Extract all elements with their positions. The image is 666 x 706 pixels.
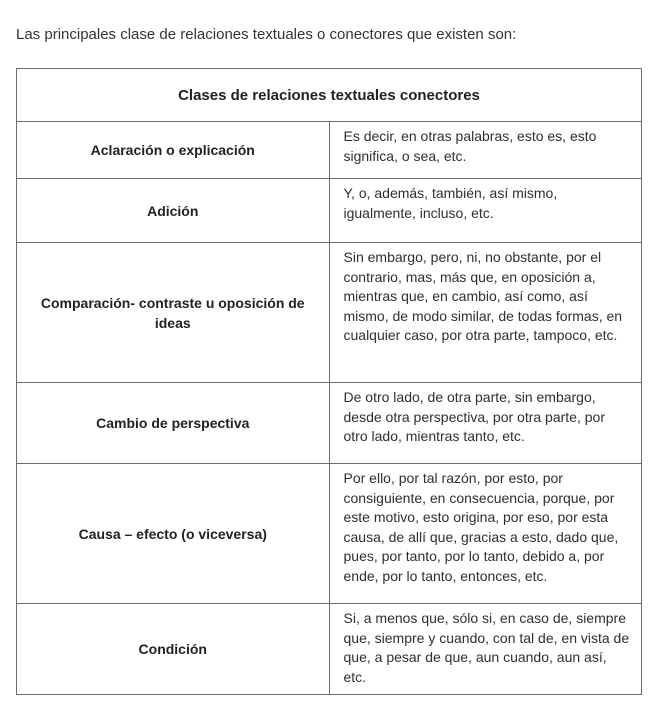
table-row bbox=[17, 604, 642, 695]
row-label: Condición bbox=[17, 604, 330, 695]
row-value: De otro lado, de otra parte, sin embargo, desde otra perspectiva, por otra parte, por otro lado, mientras tanto, etc. bbox=[329, 383, 642, 464]
table-header-row bbox=[17, 69, 642, 122]
row-label: Cambio de perspectiva bbox=[17, 383, 330, 464]
table-row bbox=[17, 383, 642, 464]
row-label: Adición bbox=[17, 179, 330, 243]
table-row bbox=[17, 243, 642, 383]
table-caption: Clases de relaciones textuales conectores bbox=[17, 69, 642, 122]
row-value: Sin embargo, pero, ni, no obstante, por el contrario, mas, más que, en oposición a, mientras que, en cambio, así como, así mismo, de modo similar, de todas formas, en cualquier caso, por otra parte, tampoco, etc. bbox=[329, 243, 642, 383]
table-row bbox=[17, 464, 642, 604]
row-value: Por ello, por tal razón, por esto, por consiguiente, en consecuencia, porque, por este motivo, esto origina, por eso, por esta causa, de allí que, gracias a esto, dado que, pues, por tanto, por lo tanto, debido a, por ende, por lo tanto, entonces, etc. bbox=[329, 464, 642, 604]
row-label: Causa – efecto (o viceversa) bbox=[17, 464, 330, 604]
row-value: Es decir, en otras palabras, esto es, esto significa, o sea, etc. bbox=[329, 122, 642, 179]
row-label: Aclaración o explicación bbox=[17, 122, 330, 179]
connectors-table bbox=[16, 68, 642, 695]
row-label: Comparación- contraste u oposición de ideas bbox=[17, 243, 330, 383]
row-value: Y, o, además, también, así mismo, igualmente, incluso, etc. bbox=[329, 179, 642, 243]
table-row bbox=[17, 179, 642, 243]
table-row bbox=[17, 122, 642, 179]
intro-text: Las principales clase de relaciones textuales o conectores que existen son: bbox=[16, 26, 517, 43]
row-value: Si, a menos que, sólo si, en caso de, siempre que, siempre y cuando, con tal de, en vista de que, a pesar de que, aun cuando, aun así, etc. bbox=[329, 604, 642, 695]
